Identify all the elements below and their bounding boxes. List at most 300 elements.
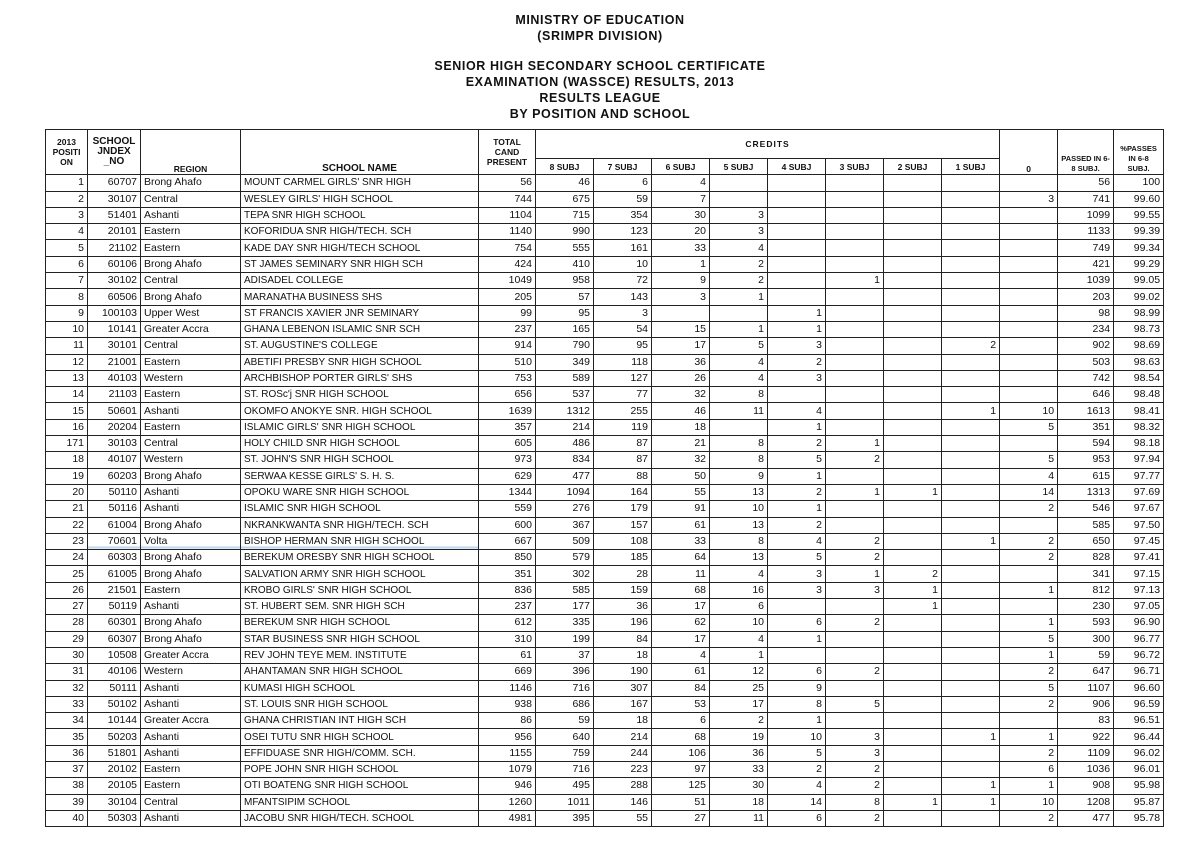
cell-6-subj: 68 [652, 729, 710, 745]
cell-7-subj: 179 [594, 501, 652, 517]
cell-3-subj: 1 [826, 273, 884, 289]
cell-2-subj [884, 354, 942, 370]
cell-total-present: 1344 [479, 484, 536, 500]
cell-index: 30107 [88, 191, 141, 207]
cell-region: Eastern [141, 240, 241, 256]
cell-position: 27 [46, 599, 88, 615]
table-row [46, 599, 1164, 615]
cell-passed: 1107 [1058, 680, 1114, 696]
cell-school-name: OKOMFO ANOKYE SNR. HIGH SCHOOL [241, 403, 479, 419]
col-position: 2013 POSITI ON [46, 130, 88, 175]
cell-7-subj: 167 [594, 696, 652, 712]
cell-1-subj [942, 370, 1000, 386]
cell-school-name: BEREKUM ORESBY SNR HIGH SCHOOL [241, 550, 479, 566]
cell-index: 10141 [88, 321, 141, 337]
cell-7-subj: 18 [594, 647, 652, 663]
cell-position: 11 [46, 338, 88, 354]
cell-position: 6 [46, 256, 88, 272]
cell-passed: 615 [1058, 468, 1114, 484]
cell-2-subj [884, 224, 942, 240]
cell-region: Greater Accra [141, 713, 241, 729]
cell-5-subj: 16 [710, 582, 768, 598]
cell-4-subj: 9 [768, 680, 826, 696]
cell-passed: 341 [1058, 566, 1114, 582]
cell-1-subj [942, 631, 1000, 647]
table-row [46, 729, 1164, 745]
cell-3-subj: 2 [826, 550, 884, 566]
cell-percent-passes: 95.78 [1114, 810, 1164, 826]
cell-passed: 742 [1058, 370, 1114, 386]
cell-index: 21001 [88, 354, 141, 370]
table-row [46, 484, 1164, 500]
cell-region: Central [141, 273, 241, 289]
cell-region: Brong Ahafo [141, 468, 241, 484]
cell-7-subj: 3 [594, 305, 652, 321]
cell-zero [1000, 338, 1058, 354]
cell-index: 30102 [88, 273, 141, 289]
cell-position: 15 [46, 403, 88, 419]
cell-passed: 741 [1058, 191, 1114, 207]
cell-total-present: 753 [479, 370, 536, 386]
cell-percent-passes: 96.01 [1114, 761, 1164, 777]
cell-zero [1000, 321, 1058, 337]
cell-8-subj: 395 [536, 810, 594, 826]
col-7-subj: 7 SUBJ [594, 159, 652, 175]
cell-total-present: 1260 [479, 794, 536, 810]
cell-7-subj: 119 [594, 419, 652, 435]
cell-school-name: ADISADEL COLLEGE [241, 273, 479, 289]
cell-zero: 2 [1000, 501, 1058, 517]
cell-6-subj: 36 [652, 354, 710, 370]
cell-position: 30 [46, 647, 88, 663]
cell-position: 35 [46, 729, 88, 745]
cell-total-present: 656 [479, 387, 536, 403]
cell-1-subj [942, 436, 1000, 452]
cell-passed: 594 [1058, 436, 1114, 452]
cell-index: 40103 [88, 370, 141, 386]
cell-school-name: ST. LOUIS SNR HIGH SCHOOL [241, 696, 479, 712]
table-row [46, 370, 1164, 386]
cell-8-subj: 1312 [536, 403, 594, 419]
cell-position: 20 [46, 484, 88, 500]
cell-index: 10144 [88, 713, 141, 729]
cell-index: 21102 [88, 240, 141, 256]
cell-4-subj: 6 [768, 664, 826, 680]
cell-total-present: 237 [479, 321, 536, 337]
cell-4-subj [768, 191, 826, 207]
cell-position: 10 [46, 321, 88, 337]
cell-2-subj [884, 696, 942, 712]
cell-total-present: 1079 [479, 761, 536, 777]
cell-index: 40106 [88, 664, 141, 680]
cell-8-subj: 349 [536, 354, 594, 370]
cell-school-name: REV JOHN TEYE MEM. INSTITUTE [241, 647, 479, 663]
cell-zero [1000, 305, 1058, 321]
cell-zero: 6 [1000, 761, 1058, 777]
cell-school-name: STAR BUSINESS SNR HIGH SCHOOL [241, 631, 479, 647]
table-header [46, 130, 1164, 175]
cell-zero: 4 [1000, 468, 1058, 484]
cell-2-subj [884, 615, 942, 631]
cell-2-subj [884, 729, 942, 745]
cell-1-subj: 1 [942, 794, 1000, 810]
cell-7-subj: 108 [594, 533, 652, 549]
cell-zero: 3 [1000, 191, 1058, 207]
cell-1-subj [942, 419, 1000, 435]
cell-7-subj: 118 [594, 354, 652, 370]
cell-5-subj: 4 [710, 370, 768, 386]
cell-passed: 812 [1058, 582, 1114, 598]
col-zero: 0 [1000, 130, 1058, 175]
cell-percent-passes: 97.77 [1114, 468, 1164, 484]
cell-percent-passes: 98.41 [1114, 403, 1164, 419]
cell-passed: 56 [1058, 175, 1114, 191]
cell-7-subj: 6 [594, 175, 652, 191]
cell-4-subj [768, 599, 826, 615]
header-spacer [0, 44, 1200, 58]
cell-8-subj: 990 [536, 224, 594, 240]
cell-4-subj [768, 224, 826, 240]
cell-8-subj: 95 [536, 305, 594, 321]
cell-8-subj: 37 [536, 647, 594, 663]
cell-index: 60307 [88, 631, 141, 647]
cell-passed: 1109 [1058, 745, 1114, 761]
cell-passed: 646 [1058, 387, 1114, 403]
cell-4-subj [768, 175, 826, 191]
ministry-title: MINISTRY OF EDUCATION [515, 13, 685, 27]
cell-percent-passes: 97.13 [1114, 582, 1164, 598]
cell-4-subj: 2 [768, 484, 826, 500]
cell-4-subj: 4 [768, 533, 826, 549]
cell-8-subj: 640 [536, 729, 594, 745]
cell-1-subj [942, 810, 1000, 826]
table-row [46, 517, 1164, 533]
cell-3-subj: 5 [826, 696, 884, 712]
cell-index: 21501 [88, 582, 141, 598]
cell-2-subj [884, 517, 942, 533]
cell-index: 50203 [88, 729, 141, 745]
cell-1-subj [942, 550, 1000, 566]
cell-passed: 300 [1058, 631, 1114, 647]
cell-8-subj: 302 [536, 566, 594, 582]
cell-index: 50111 [88, 680, 141, 696]
cell-3-subj [826, 517, 884, 533]
cell-total-present: 4981 [479, 810, 536, 826]
table-row [46, 240, 1164, 256]
cell-zero [1000, 370, 1058, 386]
cell-region: Greater Accra [141, 647, 241, 663]
cell-zero: 1 [1000, 647, 1058, 663]
cell-6-subj: 97 [652, 761, 710, 777]
cell-school-name: WESLEY GIRLS' HIGH SCHOOL [241, 191, 479, 207]
cell-5-subj: 18 [710, 794, 768, 810]
cell-8-subj: 177 [536, 599, 594, 615]
cell-index: 20105 [88, 778, 141, 794]
cell-total-present: 612 [479, 615, 536, 631]
cell-percent-passes: 97.45 [1114, 533, 1164, 549]
cell-7-subj: 223 [594, 761, 652, 777]
cell-percent-passes: 98.32 [1114, 419, 1164, 435]
cell-4-subj: 2 [768, 517, 826, 533]
cell-1-subj: 2 [942, 338, 1000, 354]
table-row [46, 224, 1164, 240]
cell-4-subj: 1 [768, 713, 826, 729]
cell-percent-passes: 98.63 [1114, 354, 1164, 370]
cell-1-subj [942, 321, 1000, 337]
cell-total-present: 310 [479, 631, 536, 647]
cell-passed: 749 [1058, 240, 1114, 256]
cell-region: Upper West [141, 305, 241, 321]
cell-4-subj: 2 [768, 354, 826, 370]
cell-4-subj: 1 [768, 468, 826, 484]
cell-2-subj [884, 647, 942, 663]
cell-3-subj [826, 354, 884, 370]
cell-index: 10508 [88, 647, 141, 663]
cell-2-subj [884, 207, 942, 223]
cell-1-subj [942, 452, 1000, 468]
cell-1-subj [942, 354, 1000, 370]
cell-zero: 1 [1000, 729, 1058, 745]
cell-total-present: 424 [479, 256, 536, 272]
cell-5-subj: 2 [710, 256, 768, 272]
cell-5-subj: 6 [710, 599, 768, 615]
ordering-title: BY POSITION AND SCHOOL [509, 107, 691, 121]
cell-index: 50116 [88, 501, 141, 517]
cell-3-subj [826, 224, 884, 240]
cell-2-subj [884, 191, 942, 207]
table-row [46, 550, 1164, 566]
cell-region: Brong Ahafo [141, 631, 241, 647]
cell-5-subj: 4 [710, 354, 768, 370]
cell-2-subj [884, 778, 942, 794]
cell-4-subj [768, 387, 826, 403]
cell-index: 60506 [88, 289, 141, 305]
cell-8-subj: 276 [536, 501, 594, 517]
cell-1-subj: 1 [942, 778, 1000, 794]
cell-index: 20101 [88, 224, 141, 240]
cell-school-name: ABETIFI PRESBY SNR HIGH SCHOOL [241, 354, 479, 370]
cell-region: Eastern [141, 582, 241, 598]
cell-6-subj: 91 [652, 501, 710, 517]
cell-total-present: 744 [479, 191, 536, 207]
cell-region: Ashanti [141, 810, 241, 826]
cell-8-subj: 759 [536, 745, 594, 761]
col-6-subj: 6 SUBJ [652, 159, 710, 175]
cell-7-subj: 307 [594, 680, 652, 696]
cell-5-subj: 5 [710, 338, 768, 354]
cell-8-subj: 46 [536, 175, 594, 191]
cell-passed: 351 [1058, 419, 1114, 435]
cell-school-name: KADE DAY SNR HIGH/TECH SCHOOL [241, 240, 479, 256]
cell-6-subj: 17 [652, 338, 710, 354]
cell-position: 40 [46, 810, 88, 826]
cell-4-subj: 1 [768, 501, 826, 517]
cell-2-subj [884, 452, 942, 468]
cell-1-subj [942, 501, 1000, 517]
cell-3-subj [826, 240, 884, 256]
cell-8-subj: 675 [536, 191, 594, 207]
cell-zero: 2 [1000, 745, 1058, 761]
cell-7-subj: 10 [594, 256, 652, 272]
cell-zero: 5 [1000, 631, 1058, 647]
cell-school-name: KUMASI HIGH SCHOOL [241, 680, 479, 696]
cell-passed: 1039 [1058, 273, 1114, 289]
cell-total-present: 99 [479, 305, 536, 321]
results-league-title: RESULTS LEAGUE [539, 91, 661, 105]
table-row [46, 761, 1164, 777]
cell-6-subj: 9 [652, 273, 710, 289]
cell-8-subj: 59 [536, 713, 594, 729]
cell-percent-passes: 98.69 [1114, 338, 1164, 354]
cell-7-subj: 255 [594, 403, 652, 419]
table-row [46, 501, 1164, 517]
cell-1-subj [942, 305, 1000, 321]
cell-percent-passes: 97.15 [1114, 566, 1164, 582]
cell-region: Eastern [141, 387, 241, 403]
cell-zero: 10 [1000, 794, 1058, 810]
cell-6-subj: 4 [652, 175, 710, 191]
cell-6-subj: 64 [652, 550, 710, 566]
cell-total-present: 669 [479, 664, 536, 680]
cell-6-subj: 33 [652, 533, 710, 549]
table-row [46, 387, 1164, 403]
cell-position: 5 [46, 240, 88, 256]
col-index: SCHOOL JNDEX _NO [88, 130, 141, 175]
cell-4-subj [768, 240, 826, 256]
cell-1-subj [942, 468, 1000, 484]
cell-3-subj: 2 [826, 664, 884, 680]
cell-percent-passes: 98.54 [1114, 370, 1164, 386]
cell-total-present: 667 [479, 533, 536, 549]
cell-1-subj [942, 207, 1000, 223]
cell-5-subj: 25 [710, 680, 768, 696]
cell-5-subj [710, 305, 768, 321]
cell-zero: 10 [1000, 403, 1058, 419]
cell-4-subj: 4 [768, 778, 826, 794]
cell-1-subj [942, 582, 1000, 598]
cell-5-subj: 8 [710, 533, 768, 549]
cell-school-name: ST FRANCIS XAVIER JNR SEMINARY [241, 305, 479, 321]
table-row [46, 647, 1164, 663]
cell-2-subj [884, 240, 942, 256]
cell-index: 61005 [88, 566, 141, 582]
cell-3-subj: 2 [826, 761, 884, 777]
cell-8-subj: 589 [536, 370, 594, 386]
table-row [46, 436, 1164, 452]
cell-3-subj: 3 [826, 745, 884, 761]
cell-8-subj: 57 [536, 289, 594, 305]
cell-passed: 1133 [1058, 224, 1114, 240]
cell-7-subj: 84 [594, 631, 652, 647]
cell-total-present: 559 [479, 501, 536, 517]
cell-passed: 203 [1058, 289, 1114, 305]
cell-index: 30103 [88, 436, 141, 452]
cell-4-subj: 3 [768, 338, 826, 354]
col-total-present: TOTAL CAND PRESENT [479, 130, 536, 175]
cell-1-subj: 1 [942, 403, 1000, 419]
cell-4-subj: 10 [768, 729, 826, 745]
cell-1-subj [942, 761, 1000, 777]
credits-group-header: CREDITS [536, 130, 1000, 159]
cell-school-name: OSEI TUTU SNR HIGH SCHOOL [241, 729, 479, 745]
cell-total-present: 1155 [479, 745, 536, 761]
table-body [46, 175, 1164, 827]
cell-8-subj: 716 [536, 761, 594, 777]
cell-3-subj: 2 [826, 452, 884, 468]
cell-3-subj [826, 647, 884, 663]
cell-5-subj: 10 [710, 501, 768, 517]
cell-2-subj [884, 305, 942, 321]
cell-region: Ashanti [141, 599, 241, 615]
cell-percent-passes: 99.05 [1114, 273, 1164, 289]
cell-1-subj [942, 615, 1000, 631]
cell-8-subj: 579 [536, 550, 594, 566]
cell-4-subj: 4 [768, 403, 826, 419]
cell-5-subj: 13 [710, 517, 768, 533]
cell-passed: 1613 [1058, 403, 1114, 419]
cell-total-present: 600 [479, 517, 536, 533]
cell-7-subj: 354 [594, 207, 652, 223]
cell-6-subj: 68 [652, 582, 710, 598]
cell-zero [1000, 289, 1058, 305]
col-passed: PASSED IN 6-8 SUBJ. [1058, 130, 1114, 175]
cell-zero: 2 [1000, 550, 1058, 566]
cell-4-subj: 6 [768, 615, 826, 631]
document-header [0, 12, 1200, 122]
cell-percent-passes: 96.44 [1114, 729, 1164, 745]
cell-percent-passes: 96.71 [1114, 664, 1164, 680]
cell-7-subj: 214 [594, 729, 652, 745]
cell-6-subj: 61 [652, 664, 710, 680]
col-4-subj: 4 SUBJ [768, 159, 826, 175]
cell-1-subj [942, 240, 1000, 256]
cell-total-present: 836 [479, 582, 536, 598]
cell-5-subj: 12 [710, 664, 768, 680]
cell-8-subj: 165 [536, 321, 594, 337]
cell-region: Ashanti [141, 501, 241, 517]
cell-percent-passes: 96.72 [1114, 647, 1164, 663]
cell-4-subj [768, 256, 826, 272]
cell-4-subj [768, 273, 826, 289]
cell-school-name: ISLAMIC GIRLS' SNR HIGH SCHOOL [241, 419, 479, 435]
cell-position: 33 [46, 696, 88, 712]
cell-school-name: OTI BOATENG SNR HIGH SCHOOL [241, 778, 479, 794]
cell-7-subj: 123 [594, 224, 652, 240]
cell-region: Western [141, 370, 241, 386]
table-row [46, 696, 1164, 712]
cell-7-subj: 143 [594, 289, 652, 305]
cell-region: Brong Ahafo [141, 615, 241, 631]
cell-passed: 922 [1058, 729, 1114, 745]
cell-6-subj: 27 [652, 810, 710, 826]
cell-position: 1 [46, 175, 88, 191]
cell-6-subj: 26 [652, 370, 710, 386]
cell-2-subj: 1 [884, 794, 942, 810]
cell-5-subj: 19 [710, 729, 768, 745]
cell-7-subj: 244 [594, 745, 652, 761]
cell-2-subj [884, 680, 942, 696]
cell-index: 100103 [88, 305, 141, 321]
division-title: (SRIMPR DIVISION) [537, 29, 663, 43]
cell-8-subj: 396 [536, 664, 594, 680]
cell-3-subj: 2 [826, 778, 884, 794]
table-row [46, 566, 1164, 582]
cell-position: 25 [46, 566, 88, 582]
cell-position: 19 [46, 468, 88, 484]
cell-school-name: ST. ROSc'j SNR HIGH SCHOOL [241, 387, 479, 403]
cell-2-subj [884, 550, 942, 566]
cell-passed: 1099 [1058, 207, 1114, 223]
